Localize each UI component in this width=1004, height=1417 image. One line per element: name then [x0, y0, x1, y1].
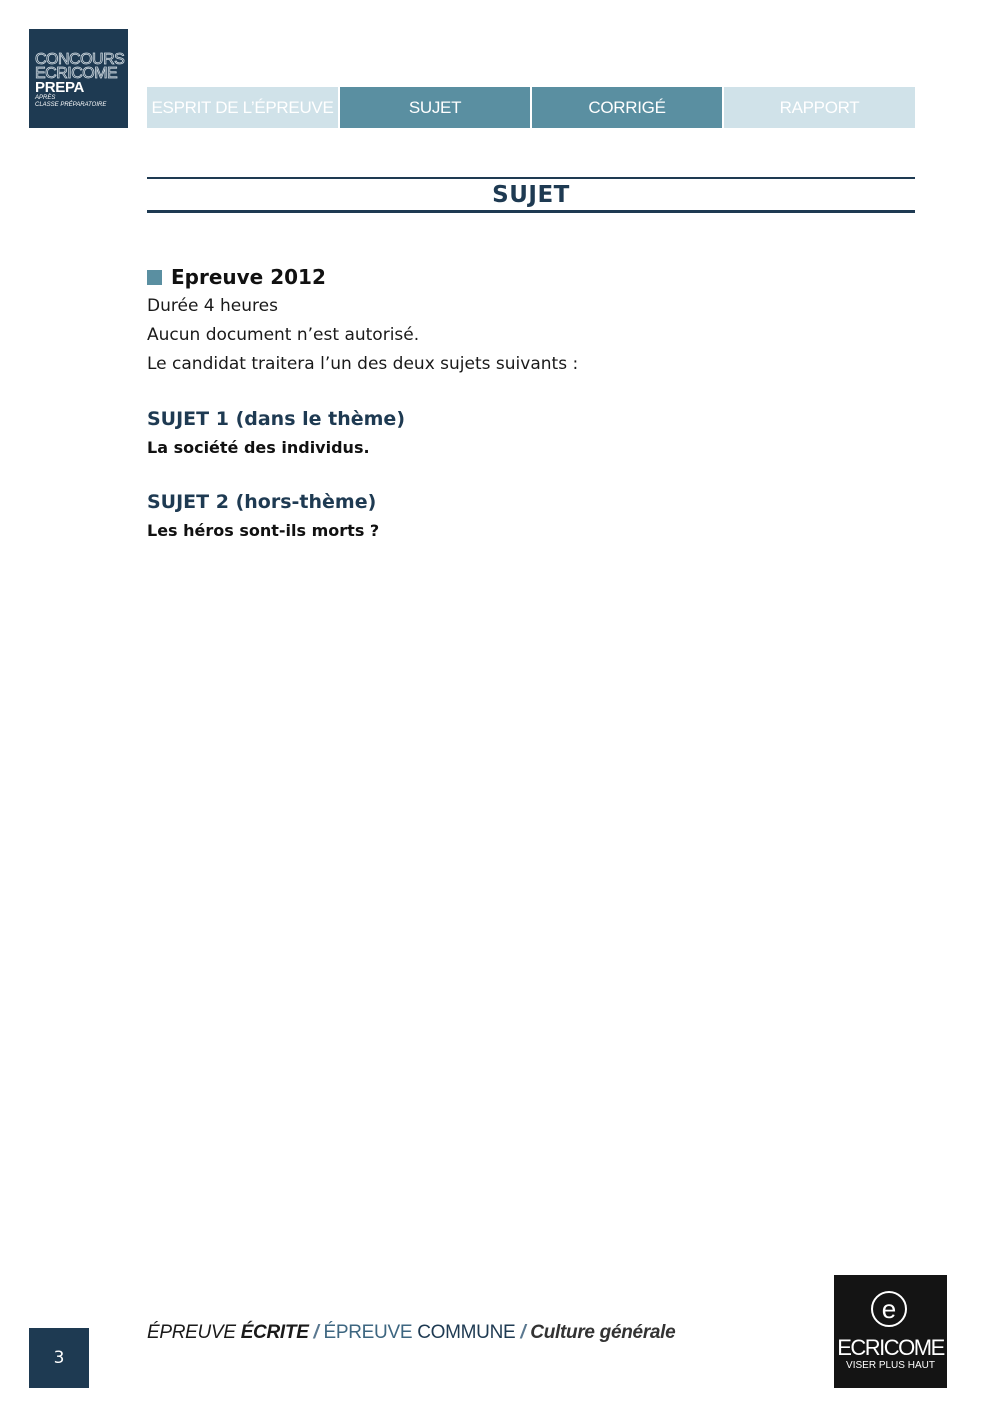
footer-commune: COMMUNE — [417, 1322, 516, 1343]
sujet-2-title: SUJET 2 (hors-thème) — [147, 491, 377, 513]
logo-line-classe: CLASSE PRÉPARATOIRE — [35, 102, 107, 108]
epreuve-heading: Epreuve 2012 — [171, 265, 326, 289]
tab-esprit-epreuve[interactable]: ESPRIT DE L’ÉPREUVE — [147, 87, 338, 128]
sujet-2-text: Les héros sont-ils morts ? — [147, 521, 380, 540]
logo-line-ecricome: ECRICOME — [35, 65, 118, 82]
footer-epreuve-2: ÉPREUVE — [323, 1322, 418, 1343]
footer-subject: Culture générale — [530, 1322, 676, 1343]
sujet-1-title: SUJET 1 (dans le thème) — [147, 408, 406, 430]
tab-sujet[interactable]: SUJET — [340, 87, 530, 128]
main-content — [147, 262, 915, 545]
logo-line-concours: CONCOURS — [35, 51, 125, 68]
logo-line-apres: APRÈS — [35, 95, 56, 101]
tab-rapport[interactable]: RAPPORT — [724, 87, 915, 128]
concours-ecricome-logo — [29, 29, 128, 128]
square-bullet-icon — [147, 270, 162, 285]
footer-separator-1: / — [308, 1322, 324, 1343]
page-number: 3 — [29, 1328, 89, 1388]
duration-text: Durée 4 heures — [147, 296, 278, 316]
brand-name: ECRICOME — [837, 1335, 944, 1360]
section-title: SUJET — [492, 181, 570, 208]
tab-corrige[interactable]: CORRIGÉ — [532, 87, 722, 128]
documents-text: Aucun document n’est autorisé. — [147, 325, 420, 345]
section-tabs — [147, 87, 915, 128]
footer-caption — [147, 1322, 675, 1344]
section-title-band — [147, 177, 915, 213]
logo-line-prepa: PREPA — [35, 79, 85, 96]
ecricome-e-icon: e — [871, 1291, 907, 1327]
epreuve-heading-row — [147, 262, 915, 292]
brand-tagline: VISER PLUS HAUT — [846, 1360, 935, 1371]
footer-separator-2: / — [515, 1322, 531, 1343]
footer-epreuve-1: ÉPREUVE — [147, 1322, 241, 1343]
footer-ecrite: ÉCRITE — [240, 1322, 309, 1343]
instructions-text: Le candidat traitera l’un des deux sujets suivants : — [147, 354, 579, 374]
sujet-1-text: La société des individus. — [147, 438, 370, 457]
ecricome-brand-logo — [834, 1275, 947, 1388]
